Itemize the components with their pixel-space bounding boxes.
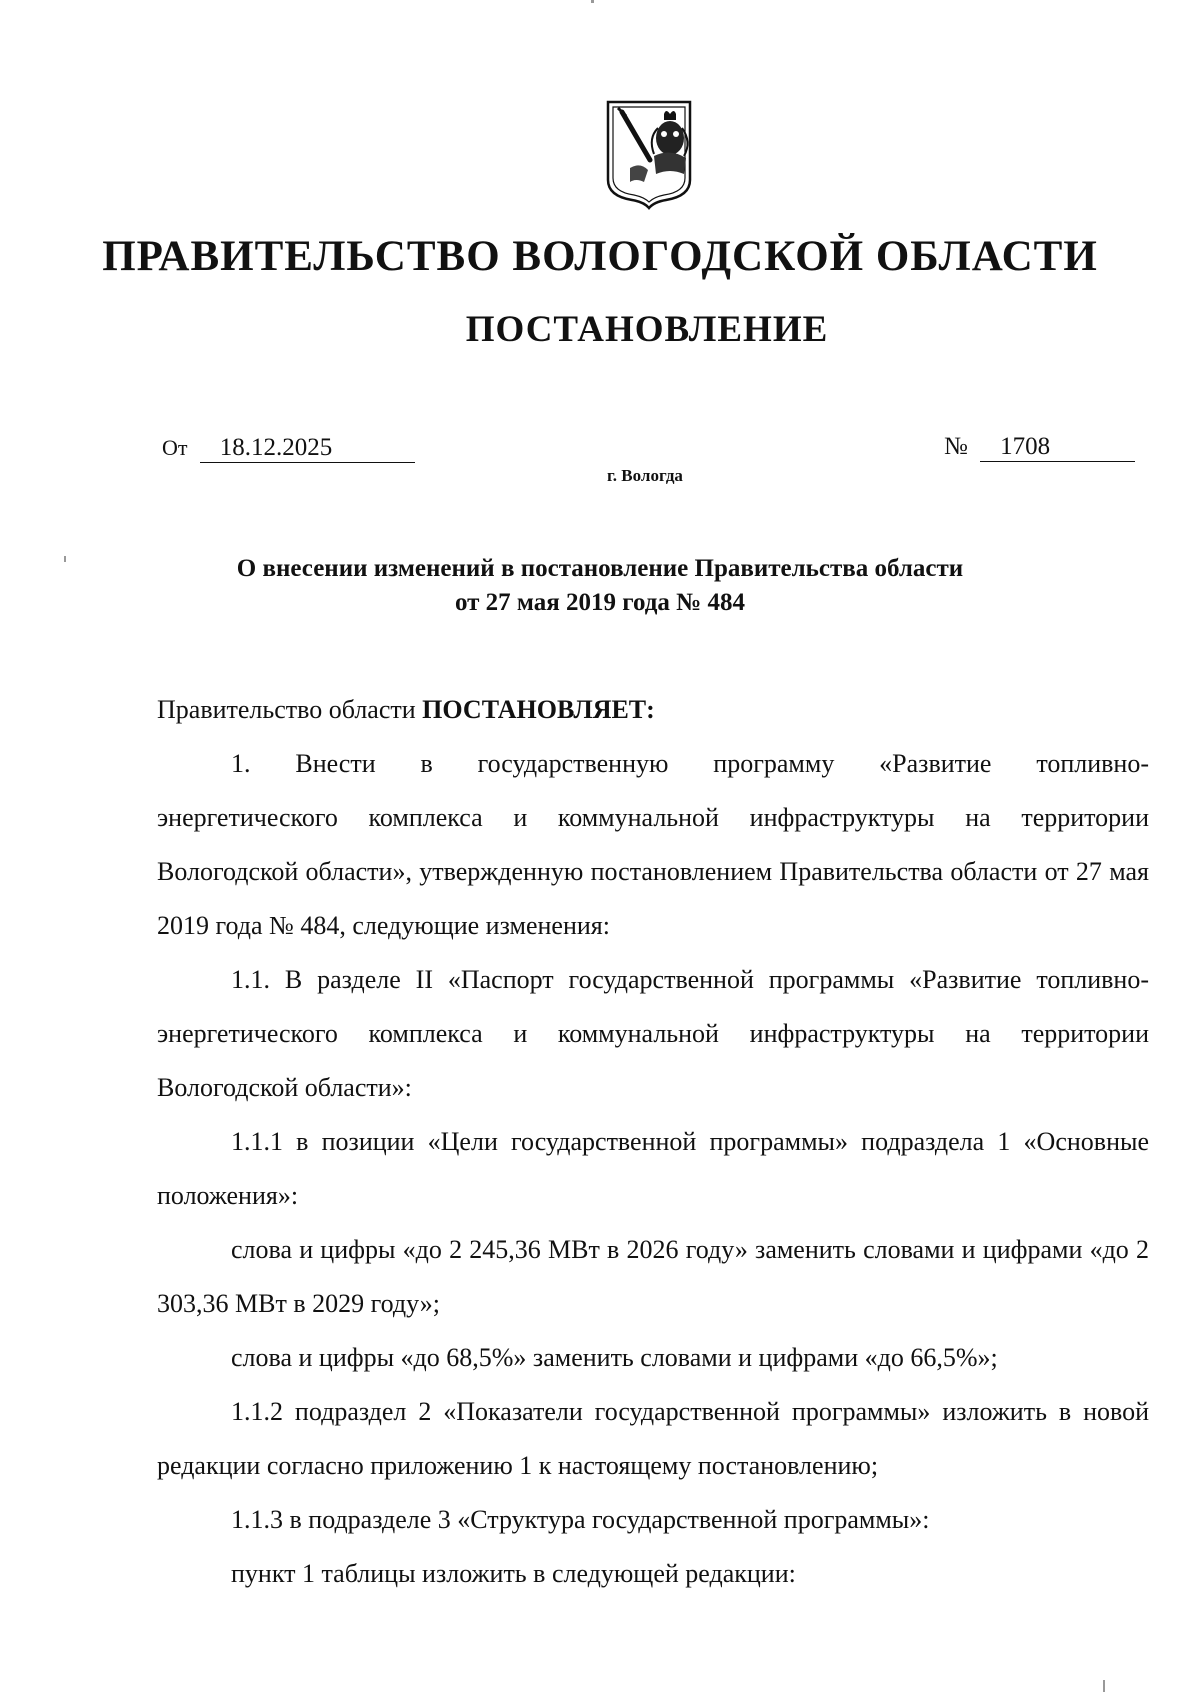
subject-line-1: О внесении изменений в постановление Правительства области: [236, 555, 964, 582]
preamble-lead: Правительство области: [157, 695, 423, 724]
document-type: ПОСТАНОВЛЕНИЕ: [465, 309, 829, 350]
coat-of-arms-icon: [604, 98, 694, 210]
document-body: [157, 683, 1149, 1601]
scan-speck: [591, 0, 594, 3]
paragraph-1-line-1: 1. Внести в государственную программу «Развитие топливно-: [231, 749, 1149, 778]
scan-speck: [1103, 1680, 1105, 1692]
date-value: 18.12.2025: [200, 434, 415, 463]
paragraph-1-1-1: 1.1.1 в позиции «Цели государственной программы» подраздела 1 «Основные положения»:: [157, 1127, 1149, 1210]
document-date: [162, 434, 415, 463]
paragraph-1-1-2: 1.1.2 подраздел 2 «Показатели государственной программы» изложить в новой редакции согласно приложению 1 к настоящему постановлению;: [157, 1397, 1149, 1480]
paragraph-table-item: пункт 1 таблицы изложить в следующей редакции:: [231, 1559, 796, 1588]
number-value: 1708: [980, 433, 1135, 462]
preamble-verb: ПОСТАНОВЛЯЕТ:: [422, 695, 655, 724]
paragraph-1-rest: энергетического комплекса и коммунальной инфраструктуры на территории Вологодской области», утвержденную постановлением Правительства области от 27 мая 2019 года № 484, следующие изменения:: [157, 803, 1149, 940]
paragraph-replace-2: слова и цифры «до 68,5%» заменить словами и цифрами «до 66,5%»;: [231, 1343, 998, 1372]
date-prefix: От: [162, 435, 188, 460]
document-subject: [0, 552, 1200, 620]
scan-speck: [64, 556, 66, 562]
organization-title: ПРАВИТЕЛЬСТВО ВОЛОГОДСКОЙ ОБЛАСТИ: [102, 233, 1098, 280]
preamble: [157, 683, 1149, 737]
paragraph-1-1-3: 1.1.3 в подразделе 3 «Структура государственной программы»:: [231, 1505, 930, 1534]
city: г. Вологда: [607, 466, 683, 485]
number-prefix: №: [944, 433, 968, 460]
document-number: [944, 433, 1135, 462]
paragraph-1-1: 1.1. В разделе II «Паспорт государственной программы «Развитие топливно-энергетического комплекса и коммунальной инфраструктуры на территории Вологодской области»:: [157, 965, 1149, 1102]
subject-line-2: от 27 мая 2019 года № 484: [454, 589, 746, 616]
paragraph-replace-1: слова и цифры «до 2 245,36 МВт в 2026 году» заменить словами и цифрами «до 2 303,36 МВт в 2029 году»;: [157, 1235, 1149, 1318]
